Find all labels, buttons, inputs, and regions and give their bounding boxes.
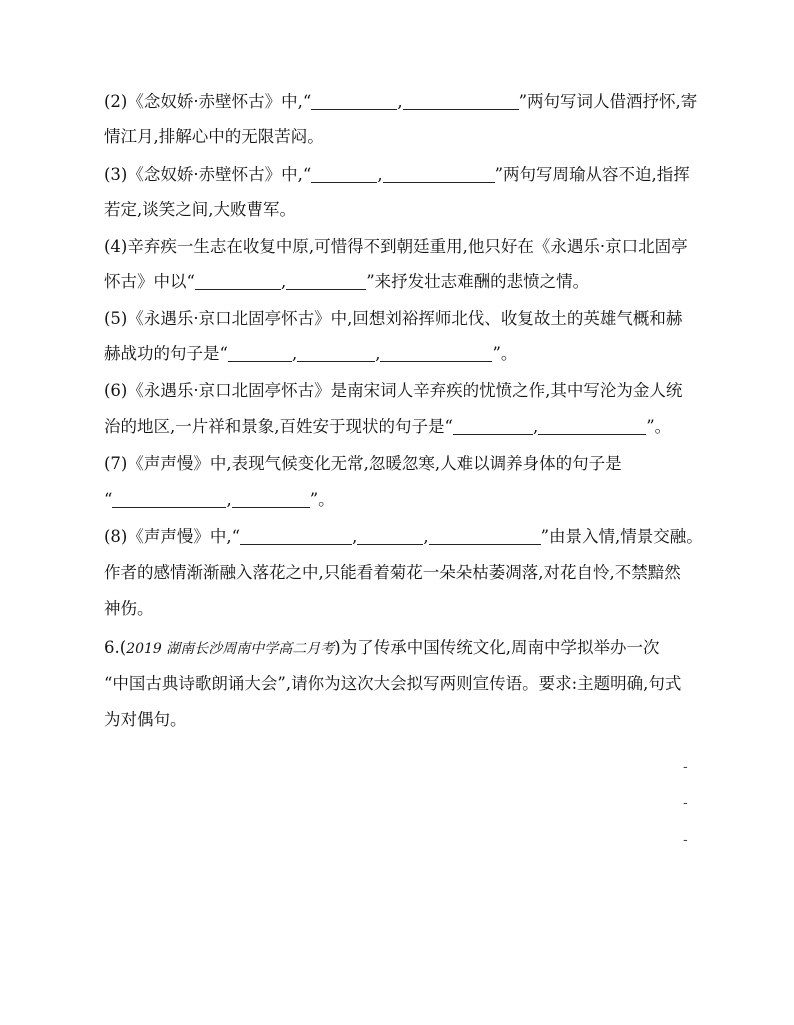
item-2-line-2: 情江月,排解心中的无限苦闷。 bbox=[104, 127, 324, 146]
item-6-line-1: (6)《永遇乐·京口北固亭怀古》是南宋词人辛弃疾的忧愤之作,其中写沦为金人统 bbox=[104, 381, 683, 400]
answer-line-mark: - bbox=[683, 760, 688, 775]
answer-blank[interactable] bbox=[311, 93, 397, 110]
answer-blank[interactable] bbox=[403, 93, 519, 110]
answer-blank[interactable] bbox=[380, 345, 492, 362]
answer-blank[interactable] bbox=[228, 345, 292, 362]
answer-line-mark: - bbox=[683, 833, 688, 848]
answer-line-mark: - bbox=[683, 796, 688, 811]
question-6-line-2: “中国古典诗歌朗诵大会”,请你为这次大会拟写两则宣传语。要求:主题明确,句式 bbox=[104, 674, 682, 693]
item-8-line-1: (8)《声声慢》中,“ , , ”由景入情,情景交融。 bbox=[104, 527, 703, 546]
item-2-line-1: (2)《念奴娇·赤壁怀古》中,“ , ”两句写词人借酒抒怀,寄 bbox=[104, 92, 698, 111]
item-4-line-2: 怀古》中以“ , ”来抒发壮志难酬的悲愤之情。 bbox=[104, 272, 590, 291]
answer-blank[interactable] bbox=[429, 528, 541, 545]
answer-blank[interactable] bbox=[232, 491, 310, 508]
item-7-line-2: “ , ”。 bbox=[104, 490, 335, 509]
item-7-line-1: (7)《声声慢》中,表现气候变化无常,忽暖忽寒,人难以调养身体的句子是 bbox=[104, 454, 622, 473]
item-5-line-1: (5)《永遇乐·京口北固亭怀古》中,回想刘裕挥师北伐、收复故土的英雄气概和赫 bbox=[104, 309, 683, 328]
answer-blank[interactable] bbox=[453, 418, 533, 435]
question-6-line-3: 为对偶句。 bbox=[104, 710, 187, 729]
item-8-line-3: 神伤。 bbox=[104, 599, 154, 618]
question-6-line-1: 6.(2019 湖南长沙周南中学高二月考)为了传承中国传统文化,周南中学拟举办一次 bbox=[104, 638, 660, 657]
item-8-line-2: 作者的感情渐渐融入落花之中,只能看着菊花一朵朵枯萎凋落,对花自怜,不禁黯然 bbox=[104, 563, 681, 582]
item-4-line-1: (4)辛弃疾一生志在收复中原,可惜得不到朝廷重用,他只好在《永遇乐·京口北固亭 bbox=[104, 237, 688, 256]
answer-blank[interactable] bbox=[357, 528, 423, 545]
item-3-line-2: 若定,谈笑之间,大败曹军。 bbox=[104, 200, 296, 219]
item-6-line-2: 治的地区,一片祥和景象,百姓安于现状的句子是“ , ”。 bbox=[104, 417, 672, 436]
answer-blank[interactable] bbox=[195, 273, 281, 290]
question-source: 2019 湖南长沙周南中学高二月考 bbox=[126, 641, 335, 657]
item-5-line-2: 赫战功的句子是“ , , ”。 bbox=[104, 344, 518, 363]
answer-blank[interactable] bbox=[297, 345, 375, 362]
answer-blank[interactable] bbox=[311, 166, 377, 183]
answer-blank[interactable] bbox=[538, 418, 646, 435]
item-3-line-1: (3)《念奴娇·赤壁怀古》中,“ , ”两句写周瑜从容不迫,指挥 bbox=[104, 165, 690, 184]
answer-blank[interactable] bbox=[240, 528, 352, 545]
answer-blank[interactable] bbox=[112, 491, 226, 508]
answer-blank[interactable] bbox=[286, 273, 366, 290]
answer-blank[interactable] bbox=[383, 166, 495, 183]
